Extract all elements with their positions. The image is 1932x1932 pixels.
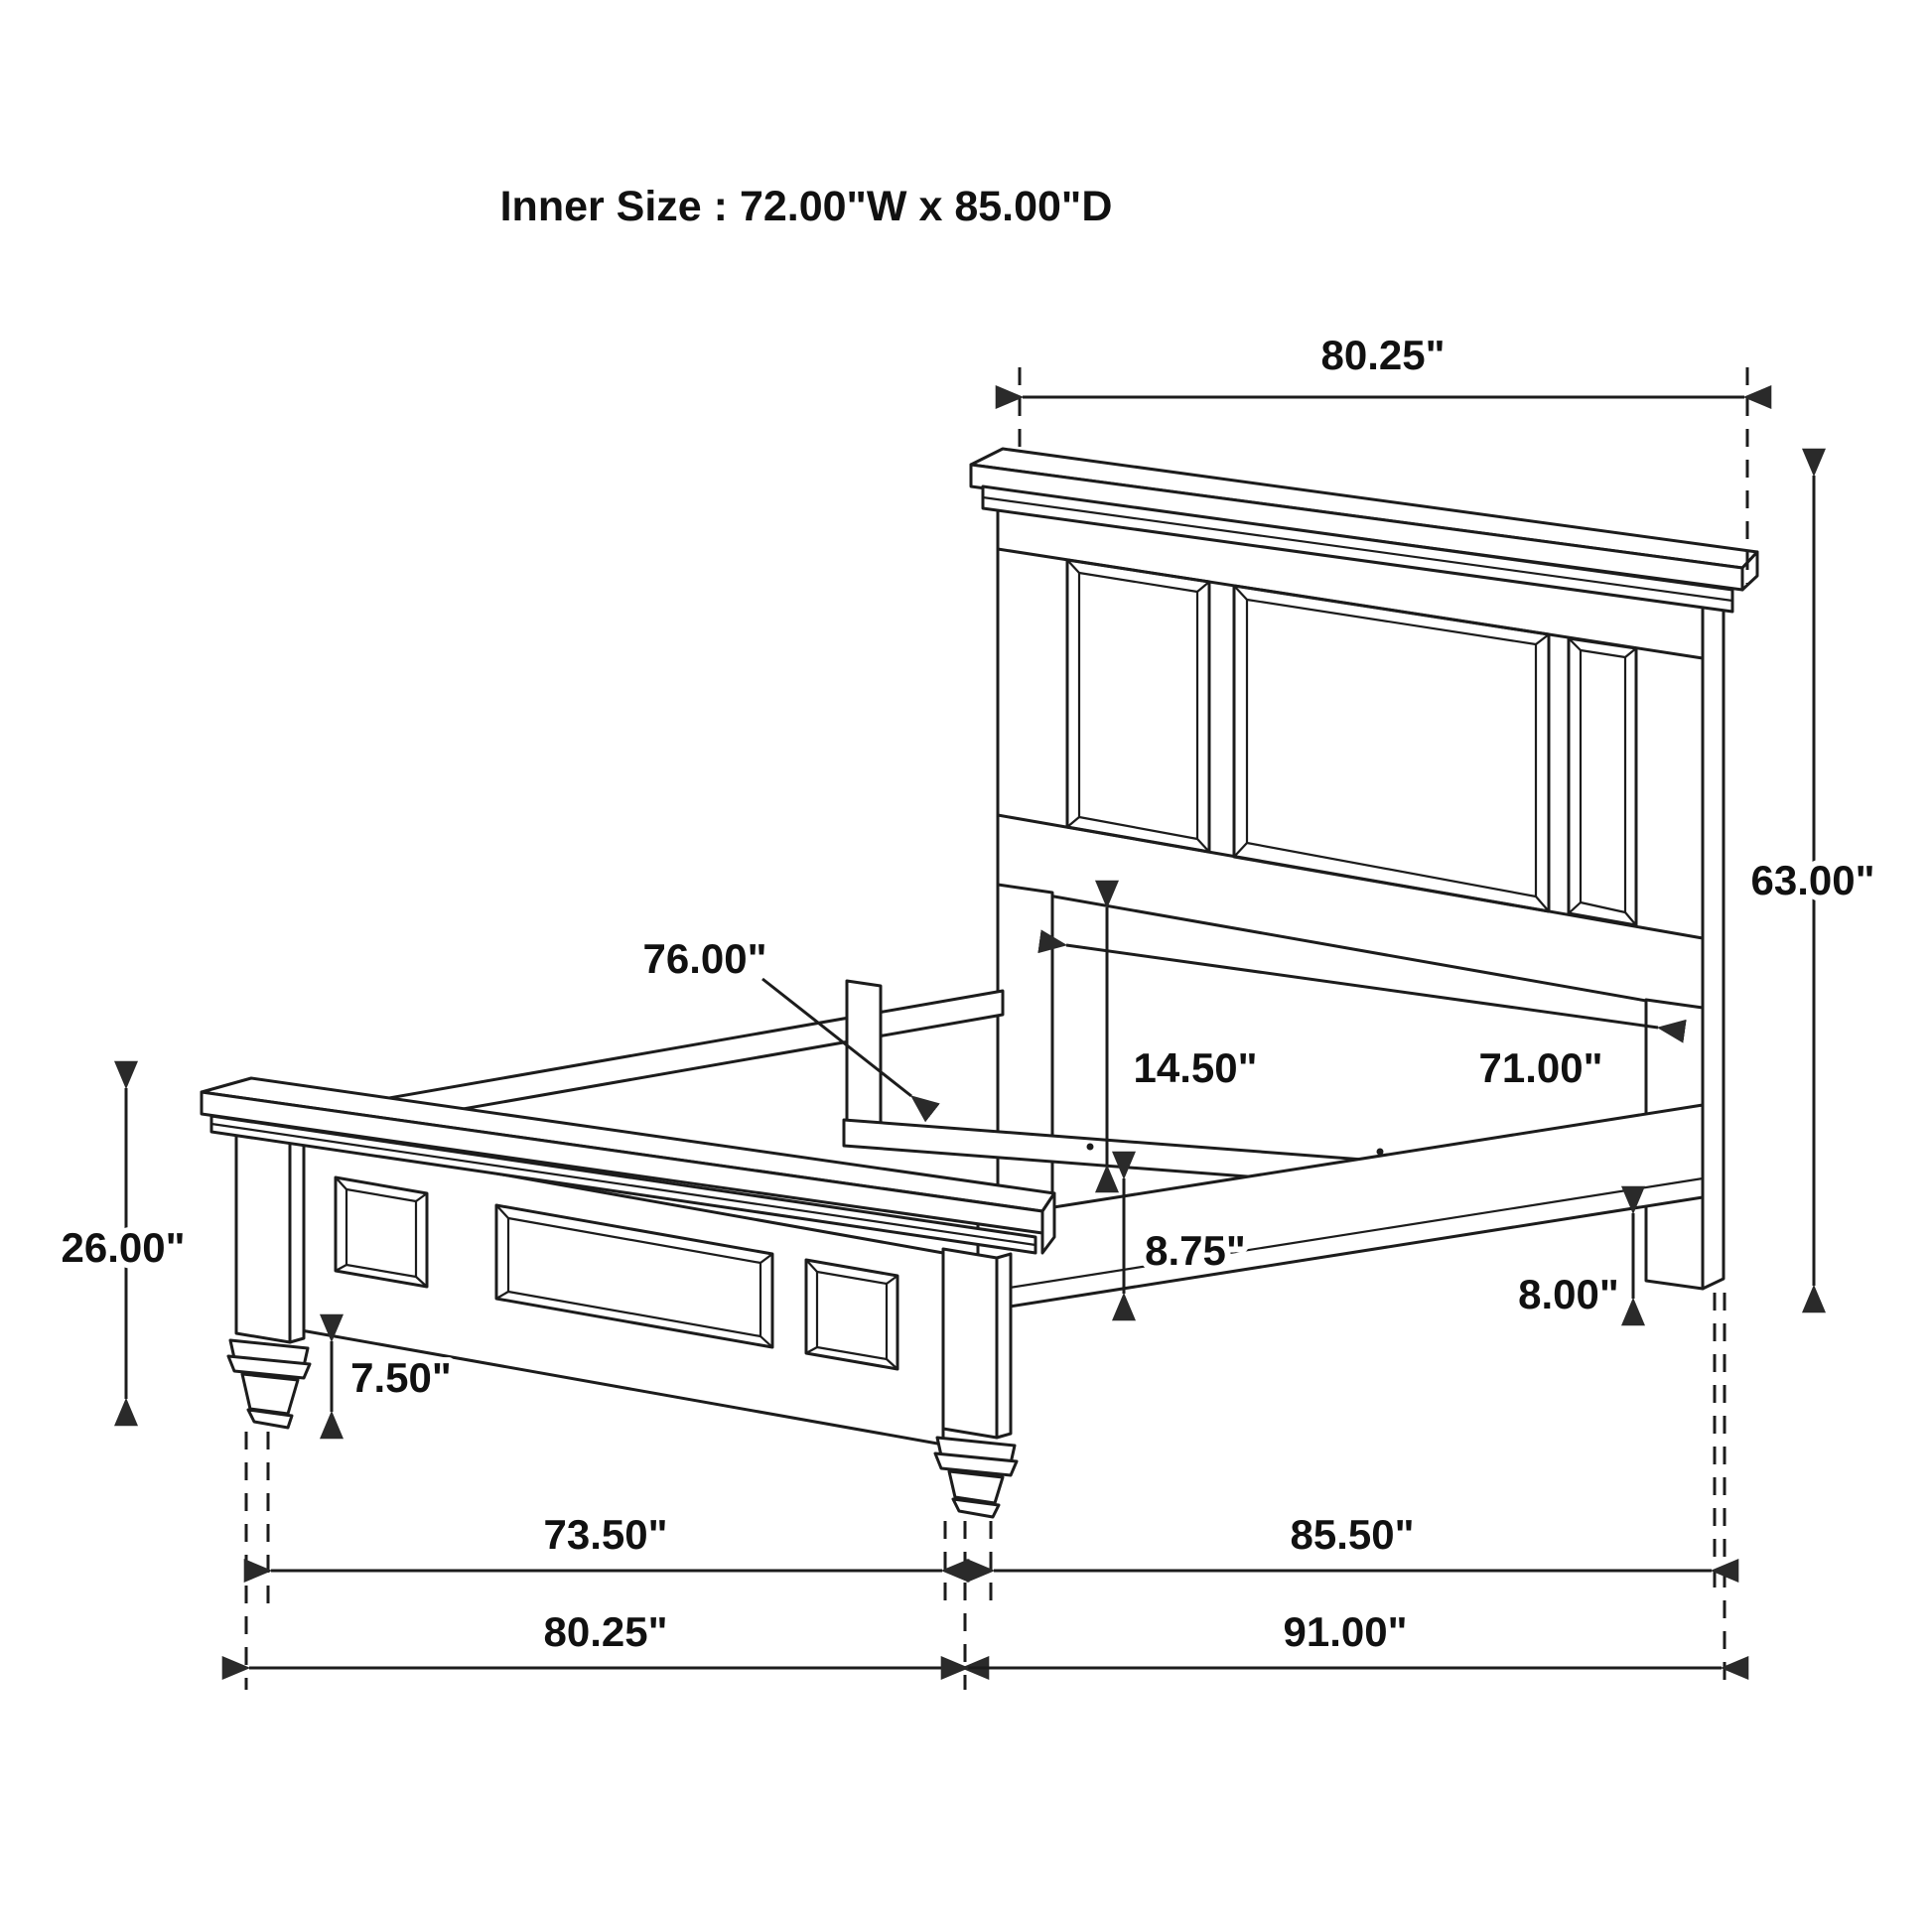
footboard-left-foot bbox=[228, 1340, 310, 1428]
diagram-title: Inner Size : 72.00"W x 85.00"D bbox=[499, 183, 1113, 230]
slat-fastener-dot bbox=[1087, 1144, 1094, 1151]
dim-headboard-height-label: 63.00" bbox=[1750, 857, 1875, 903]
footboard-left-post bbox=[236, 1128, 290, 1342]
headboard-left-leg bbox=[998, 885, 1052, 1229]
dim-slat-depth-label: 8.75" bbox=[1145, 1227, 1246, 1274]
dim-rail-clearance-label: 8.00" bbox=[1518, 1271, 1619, 1317]
center-support-leg bbox=[847, 981, 881, 1128]
rail-fastener-dot bbox=[1377, 1149, 1384, 1156]
footboard-right-foot bbox=[935, 1438, 1017, 1517]
dim-platform-gap-label: 14.50" bbox=[1133, 1044, 1258, 1091]
footboard-right-post-side bbox=[997, 1254, 1011, 1438]
dim-center-rail-label: 76.00" bbox=[642, 935, 767, 982]
dim-rail-span-label: 85.50" bbox=[1290, 1511, 1415, 1558]
dim-footboard-inner-span-label: 73.50" bbox=[543, 1511, 668, 1558]
dim-footboard-leg-label: 7.50" bbox=[350, 1354, 452, 1401]
dim-inner-width-label: 71.00" bbox=[1478, 1044, 1603, 1091]
dim-headboard-width-label: 80.25" bbox=[1320, 332, 1446, 378]
headboard-right-leg-side bbox=[1703, 598, 1724, 1289]
dim-footboard-width-label: 80.25" bbox=[543, 1608, 668, 1655]
dim-overall-length-label: 91.00" bbox=[1283, 1608, 1408, 1655]
footboard-left-post-side bbox=[290, 1133, 304, 1342]
dim-footboard-height-label: 26.00" bbox=[61, 1224, 186, 1271]
footboard-right-post bbox=[943, 1249, 997, 1438]
